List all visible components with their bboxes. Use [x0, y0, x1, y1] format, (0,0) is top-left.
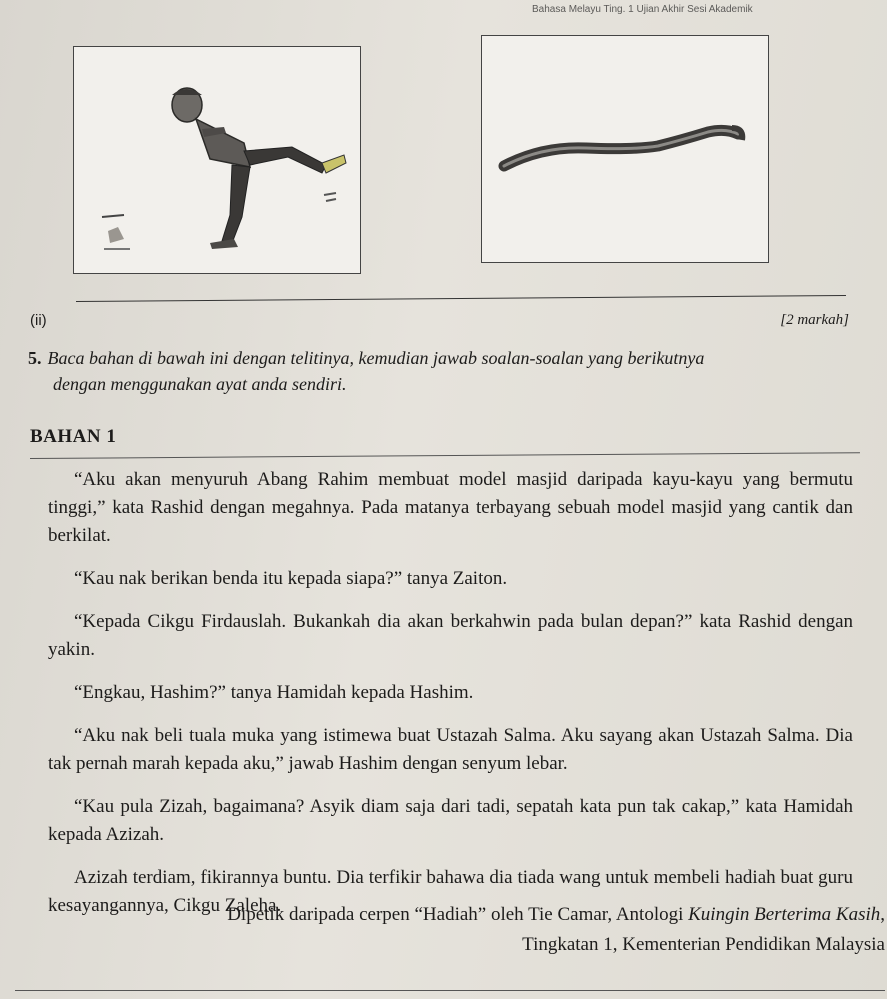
question-text-line1: Baca bahan di bawah ini dengan telitinya, kemudian jawab soalan-soalan yang berikutnya [47, 348, 705, 368]
credit-book-title: Kuingin Berterima Kasih [688, 904, 881, 925]
passage-paragraph: “Kepada Cikgu Firdauslah. Bukankah dia akan berkahwin pada bulan depan?” kata Rashid dengan yakin. [48, 611, 853, 660]
divider-bottom [15, 990, 885, 991]
snake-drawing [482, 36, 768, 262]
question-number: 5. [28, 348, 42, 368]
credit-line1 [45, 900, 885, 930]
bahan-title: BAHAN 1 [30, 426, 117, 447]
divider-top [30, 452, 860, 459]
answer-line[interactable] [76, 295, 846, 302]
item-label: (ii) [30, 312, 47, 329]
passage-paragraph: “Kau pula Zizah, bagaimana? Asyik diam saja dari tadi, sepatah kata pun tak cakap,” kata Hamidah kepada Azizah. [48, 796, 853, 845]
passage-paragraph: Azizah terdiam, fikirannya buntu. Dia terfikir bahawa dia tiada wang untuk membeli hadiah buat guru kesayangannya, Cikgu Zaleha. [48, 867, 853, 916]
source-credit [45, 900, 885, 960]
passage-paragraph: “Aku akan menyuruh Abang Rahim membuat model masjid daripada kayu-kayu yang bermutu tinggi,” kata Rashid dengan megahnya. Pada matanya terbayang sebuah model masjid yang cantik dan berkilat. [48, 469, 853, 546]
credit-prefix: Dipetik daripada cerpen “Hadiah” oleh Tie Camar, Antologi [227, 904, 689, 925]
illustration-kicking-man [73, 46, 361, 274]
passage-paragraph: “Kau nak berikan benda itu kepada siapa?” tanya Zaiton. [74, 568, 508, 589]
illustration-snake [481, 35, 769, 263]
kicking-man-drawing [74, 47, 360, 273]
question-text-line2: dengan menggunakan ayat anda sendiri. [53, 374, 347, 394]
passage-paragraph: “Aku nak beli tuala muka yang istimewa buat Ustazah Salma. Aku sayang akan Ustazah Salma. Dia tak pernah marah kepada aku,” jawab Hashim dengan senyum lebar. [48, 725, 853, 774]
credit-suffix: , [880, 904, 885, 925]
credit-line2: Tingkatan 1, Kementerian Pendidikan Malaysia [522, 934, 885, 955]
passage [48, 466, 853, 935]
marks-label: [2 markah] [780, 312, 849, 328]
passage-paragraph: “Engkau, Hashim?” tanya Hamidah kepada Hashim. [74, 682, 474, 703]
page-header: Bahasa Melayu Ting. 1 Ujian Akhir Sesi Akademik [532, 4, 753, 15]
question-5 [28, 345, 858, 397]
